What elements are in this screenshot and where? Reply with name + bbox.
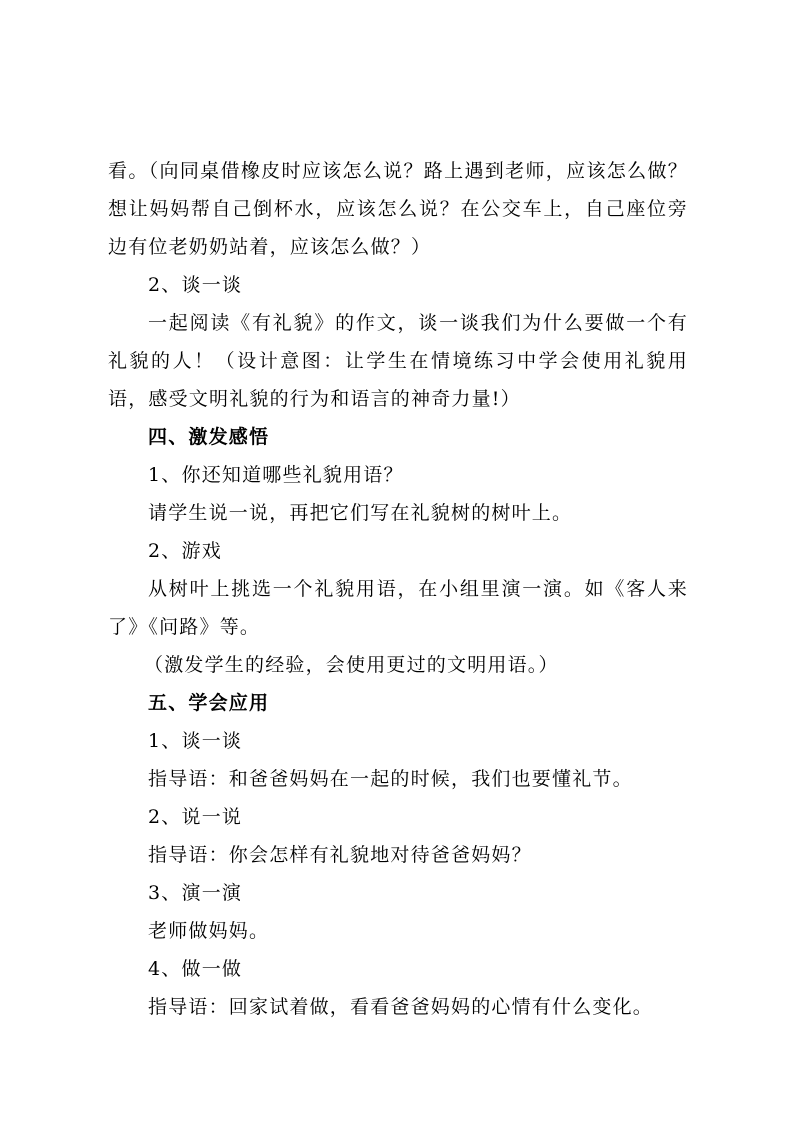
paragraph-guide-1: 指导语：和爸爸妈妈在一起的时候，我们也要懂礼节。 <box>148 768 633 790</box>
section-heading-apply: 五、学会应用 <box>148 692 270 714</box>
paragraph-write-leaves: 请学生说一说，再把它们写在礼貌树的树叶上。 <box>148 502 573 524</box>
paragraph-guide-3: 指导语：回家试着做，看看爸爸妈妈的心情有什么变化。 <box>148 996 654 1018</box>
document-body <box>108 152 688 1026</box>
step-polite-words: 1、你还知道哪些礼貌用语？ <box>148 464 404 486</box>
paragraph-read-essay: 一起阅读《有礼貌》的作文，谈一谈我们为什么要做一个有礼貌的人！（设计意图：让学生在情境练习中学会使用礼貌用语，感受文明礼貌的行为和语言的神奇力量!） <box>108 312 688 410</box>
section-heading-inspire: 四、激发感悟 <box>148 426 270 448</box>
step-do: 4、做一做 <box>148 958 243 980</box>
step-talk-2: 1、谈一谈 <box>148 730 243 752</box>
step-talk: 2、谈一谈 <box>148 274 243 296</box>
step-game: 2、游戏 <box>148 540 222 562</box>
paragraph-teacher-mom: 老师做妈妈。 <box>148 920 270 942</box>
paragraph-scenario-questions: 看。（向同桌借橡皮时应该怎么说？路上遇到老师，应该怎么做？想让妈妈帮自己倒杯水，应该怎么说？在公交车上，自己座位旁边有位老奶奶站着，应该怎么做？） <box>108 160 688 258</box>
paragraph-note: （激发学生的经验，会使用更过的文明用语。） <box>144 654 559 676</box>
step-say: 2、说一说 <box>148 806 243 828</box>
paragraph-game-desc: 从树叶上挑选一个礼貌用语，在小组里演一演。如《客人来了》《问路》等。 <box>108 578 688 638</box>
paragraph-guide-2: 指导语：你会怎样有礼貌地对待爸爸妈妈？ <box>148 844 532 866</box>
step-act: 3、演一演 <box>148 882 243 904</box>
